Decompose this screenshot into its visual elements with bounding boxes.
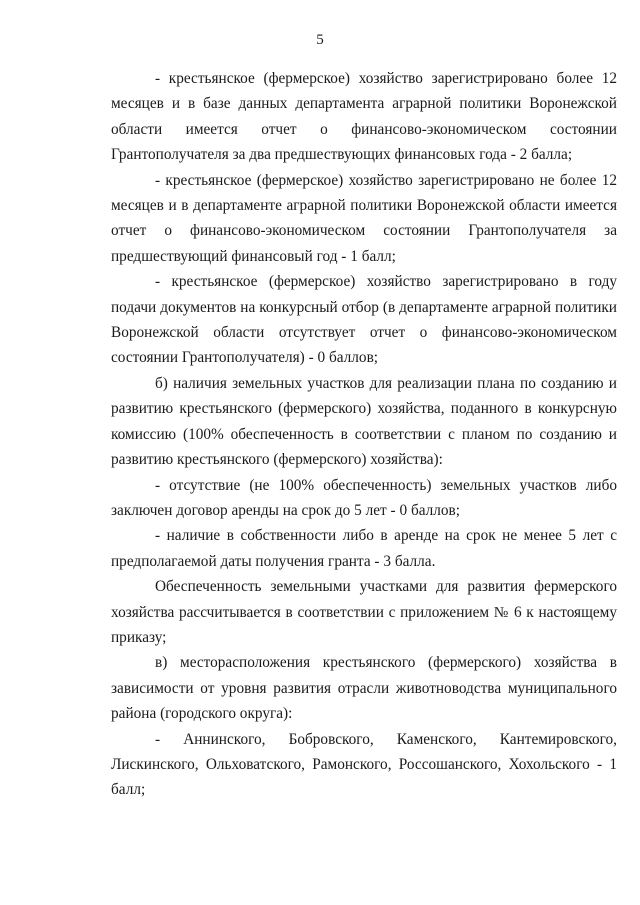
paragraph-criterion-b-land: б) наличия земельных участков для реализации плана по созданию и развитию крестьянского (фермерского) хозяйства, поданного в конкурсную комиссию (100% обеспеченность в соответствии с планом по созданию и развитию крестьянского (фермерского) хозяйства): — [111, 374, 617, 469]
paragraph-criterion-a-more-12-months: - крестьянское (фермерское) хозяйство зарегистрировано более 12 месяцев и в базе данных департамента аграрной политики Воронежской области имеется отчет о финансово-экономическом состоянии Грантополучателя за два предшествующих финансовых года - 2 балла; — [111, 70, 617, 164]
page-number: 5 — [316, 32, 324, 48]
paragraph-criterion-a-less-12-months: - крестьянское (фермерское) хозяйство зарегистрировано не более 12 месяцев и в департаменте аграрной политики Воронежской области имеется отчет о финансово-экономическом состоянии Грантополучателя за предшествующий финансовый год - 1 балл; — [111, 171, 617, 265]
paragraph-districts-list: - Аннинского, Бобровского, Каменского, Кантемировского, Лискинского, Ольховатского, Рамонского, Россошанского, Хохольского - 1 балл; — [111, 730, 617, 799]
paragraph-criterion-a-current-year: - крестьянское (фермерское) хозяйство зарегистрировано в году подачи документов на конкурсный отбор (в департаменте аграрной политики Воронежской области отсутствует отчет о финансово-экономическом состоянии Грантополучателя) - 0 баллов; — [111, 273, 617, 367]
paragraph-land-present: - наличие в собственности либо в аренде на срок не менее 5 лет с предполагаемой даты получения гранта - 3 балла. — [111, 527, 617, 570]
paragraph-land-calculation: Обеспеченность земельными участками для развития фермерского хозяйства рассчитывается в соответствии с приложением № 6 к настоящему приказу; — [111, 578, 617, 646]
paragraph-criterion-c-location: в) месторасположения крестьянского (фермерского) хозяйства в зависимости от уровня развития отрасли животноводства муниципального района (городского округа): — [111, 654, 617, 723]
document-body — [111, 66, 617, 803]
paragraph-land-absent: - отсутствие (не 100% обеспеченность) земельных участков либо заключен договор аренды на срок до 5 лет - 0 баллов; — [111, 476, 617, 519]
